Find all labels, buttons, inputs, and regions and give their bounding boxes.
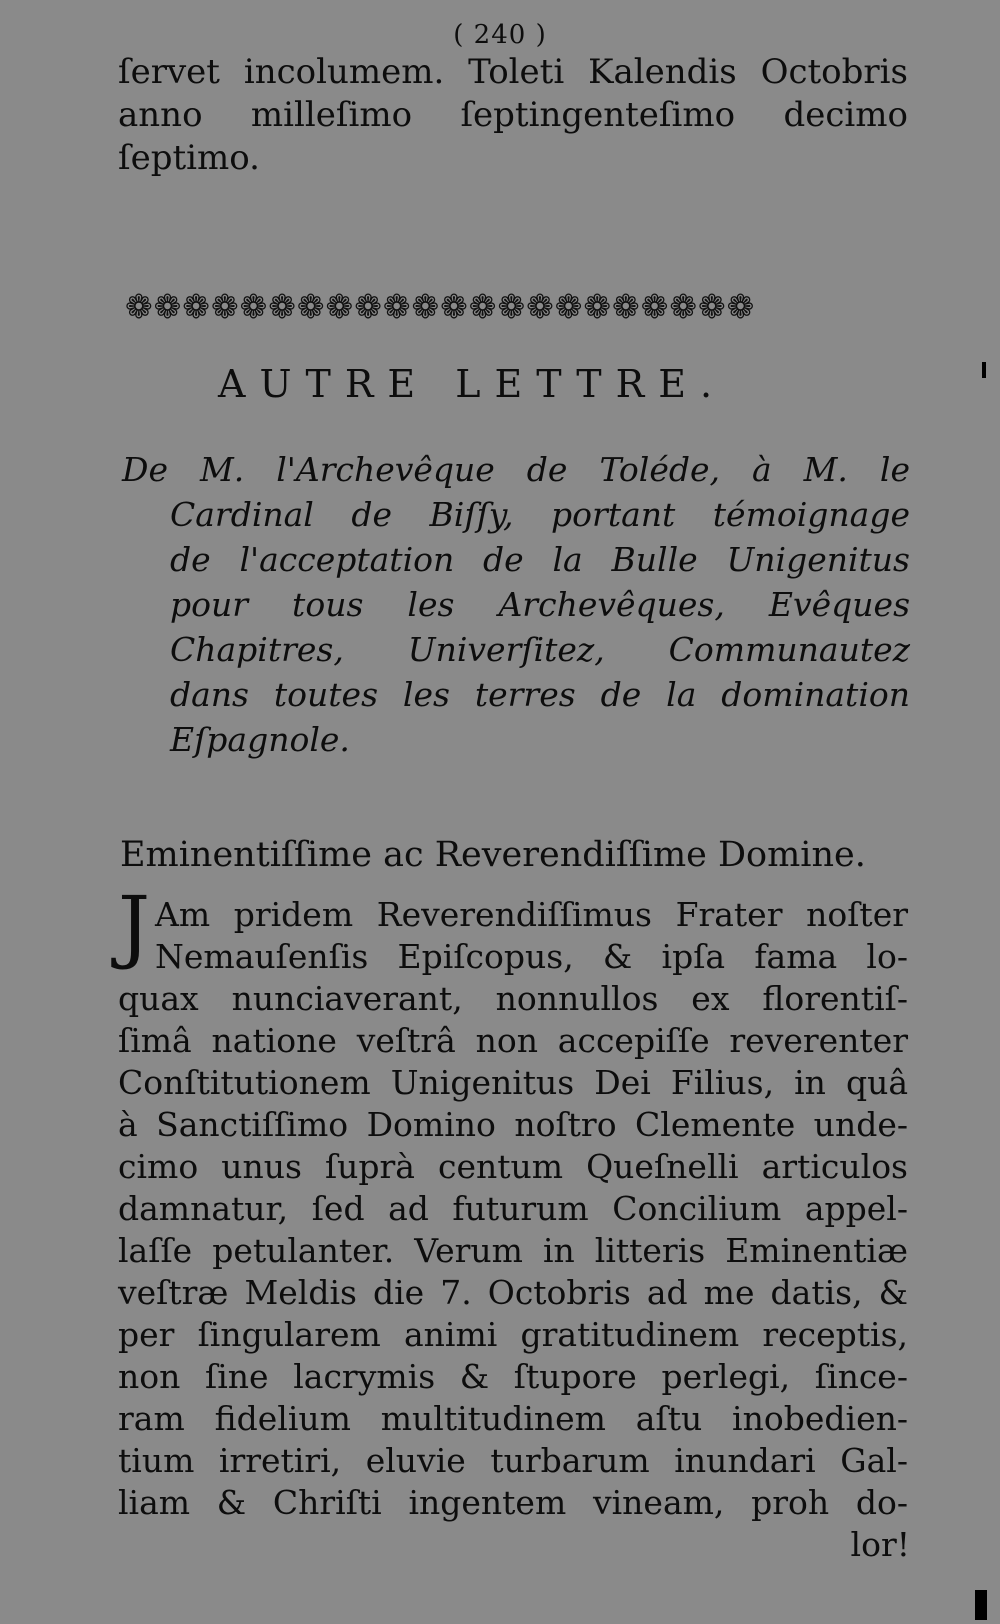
salutation: Eminentiſſime ac Reverendiſſime Domine. xyxy=(120,835,866,875)
scan-speck xyxy=(975,1590,987,1620)
opening-line-1: ſervet incolumem. Toleti Kalendis Octobris xyxy=(118,52,908,92)
body-line: liam & Chriſti ingentem vineam, proh do- xyxy=(118,1483,908,1522)
scan-speck xyxy=(982,362,986,378)
body-line: Am pridem Reverendiſſimus Frater noſter xyxy=(155,895,908,934)
title-line-2: Cardinal de Biſſy, portant témoignage xyxy=(170,495,910,534)
page-number: ( 240 ) xyxy=(453,20,547,50)
body-line: Nemauſenſis Epiſcopus, & ipſa fama lo- xyxy=(155,937,908,976)
title-line-1: De M. l'Archevêque de Toléde, à M. le xyxy=(122,450,910,489)
title-line-7: Eſpagnole. xyxy=(170,720,350,759)
opening-line-3: ſeptimo. xyxy=(118,138,260,178)
title-line-4: pour tous les Archevêques, Evêques xyxy=(170,585,910,624)
ornamental-border: ❁❁❁❁❁❁❁❁❁❁❁❁❁❁❁❁❁❁❁❁❁❁ xyxy=(125,287,756,326)
body-line: per ſingularem animi gratitudinem receptis, xyxy=(118,1315,908,1354)
body-line: ſimâ natione veſtrâ non accepiſſe reverenter xyxy=(118,1021,908,1060)
section-heading: AUTRE LETTRE. xyxy=(218,362,727,406)
body-line: Conſtitutionem Unigenitus Dei Filius, in quâ xyxy=(118,1063,908,1102)
body-line: non ſine lacrymis & ſtupore perlegi, ſince- xyxy=(118,1357,908,1396)
body-line: laſſe petulanter. Verum in litteris Eminentiæ xyxy=(118,1231,908,1270)
body-line: cimo unus ſuprà centum Queſnelli articulos xyxy=(118,1147,908,1186)
body-line: quax nunciaverant, nonnullos ex florentiſ- xyxy=(118,979,908,1018)
title-line-5: Chapitres, Univerſitez, Communautez xyxy=(170,630,910,669)
title-line-3: de l'acceptation de la Bulle Unigenitus xyxy=(170,540,910,579)
body-line: veſtræ Meldis die 7. Octobris ad me datis, & xyxy=(118,1273,908,1312)
body-line: lor! xyxy=(850,1525,910,1564)
title-line-6: dans toutes les terres de la domination xyxy=(170,675,910,714)
body-line: damnatur, ſed ad futurum Concilium appel- xyxy=(118,1189,908,1228)
body-line: ram fidelium multitudinem aſtu inobedien- xyxy=(118,1399,908,1438)
body-line: tium irretiri, eluvie turbarum inundari Gal- xyxy=(118,1441,908,1480)
body-line: à Sanctiſſimo Domino noſtro Clemente unde- xyxy=(118,1105,908,1144)
drop-cap: J xyxy=(118,879,151,972)
opening-line-2: anno milleſimo ſeptingenteſimo decimo xyxy=(118,95,908,135)
